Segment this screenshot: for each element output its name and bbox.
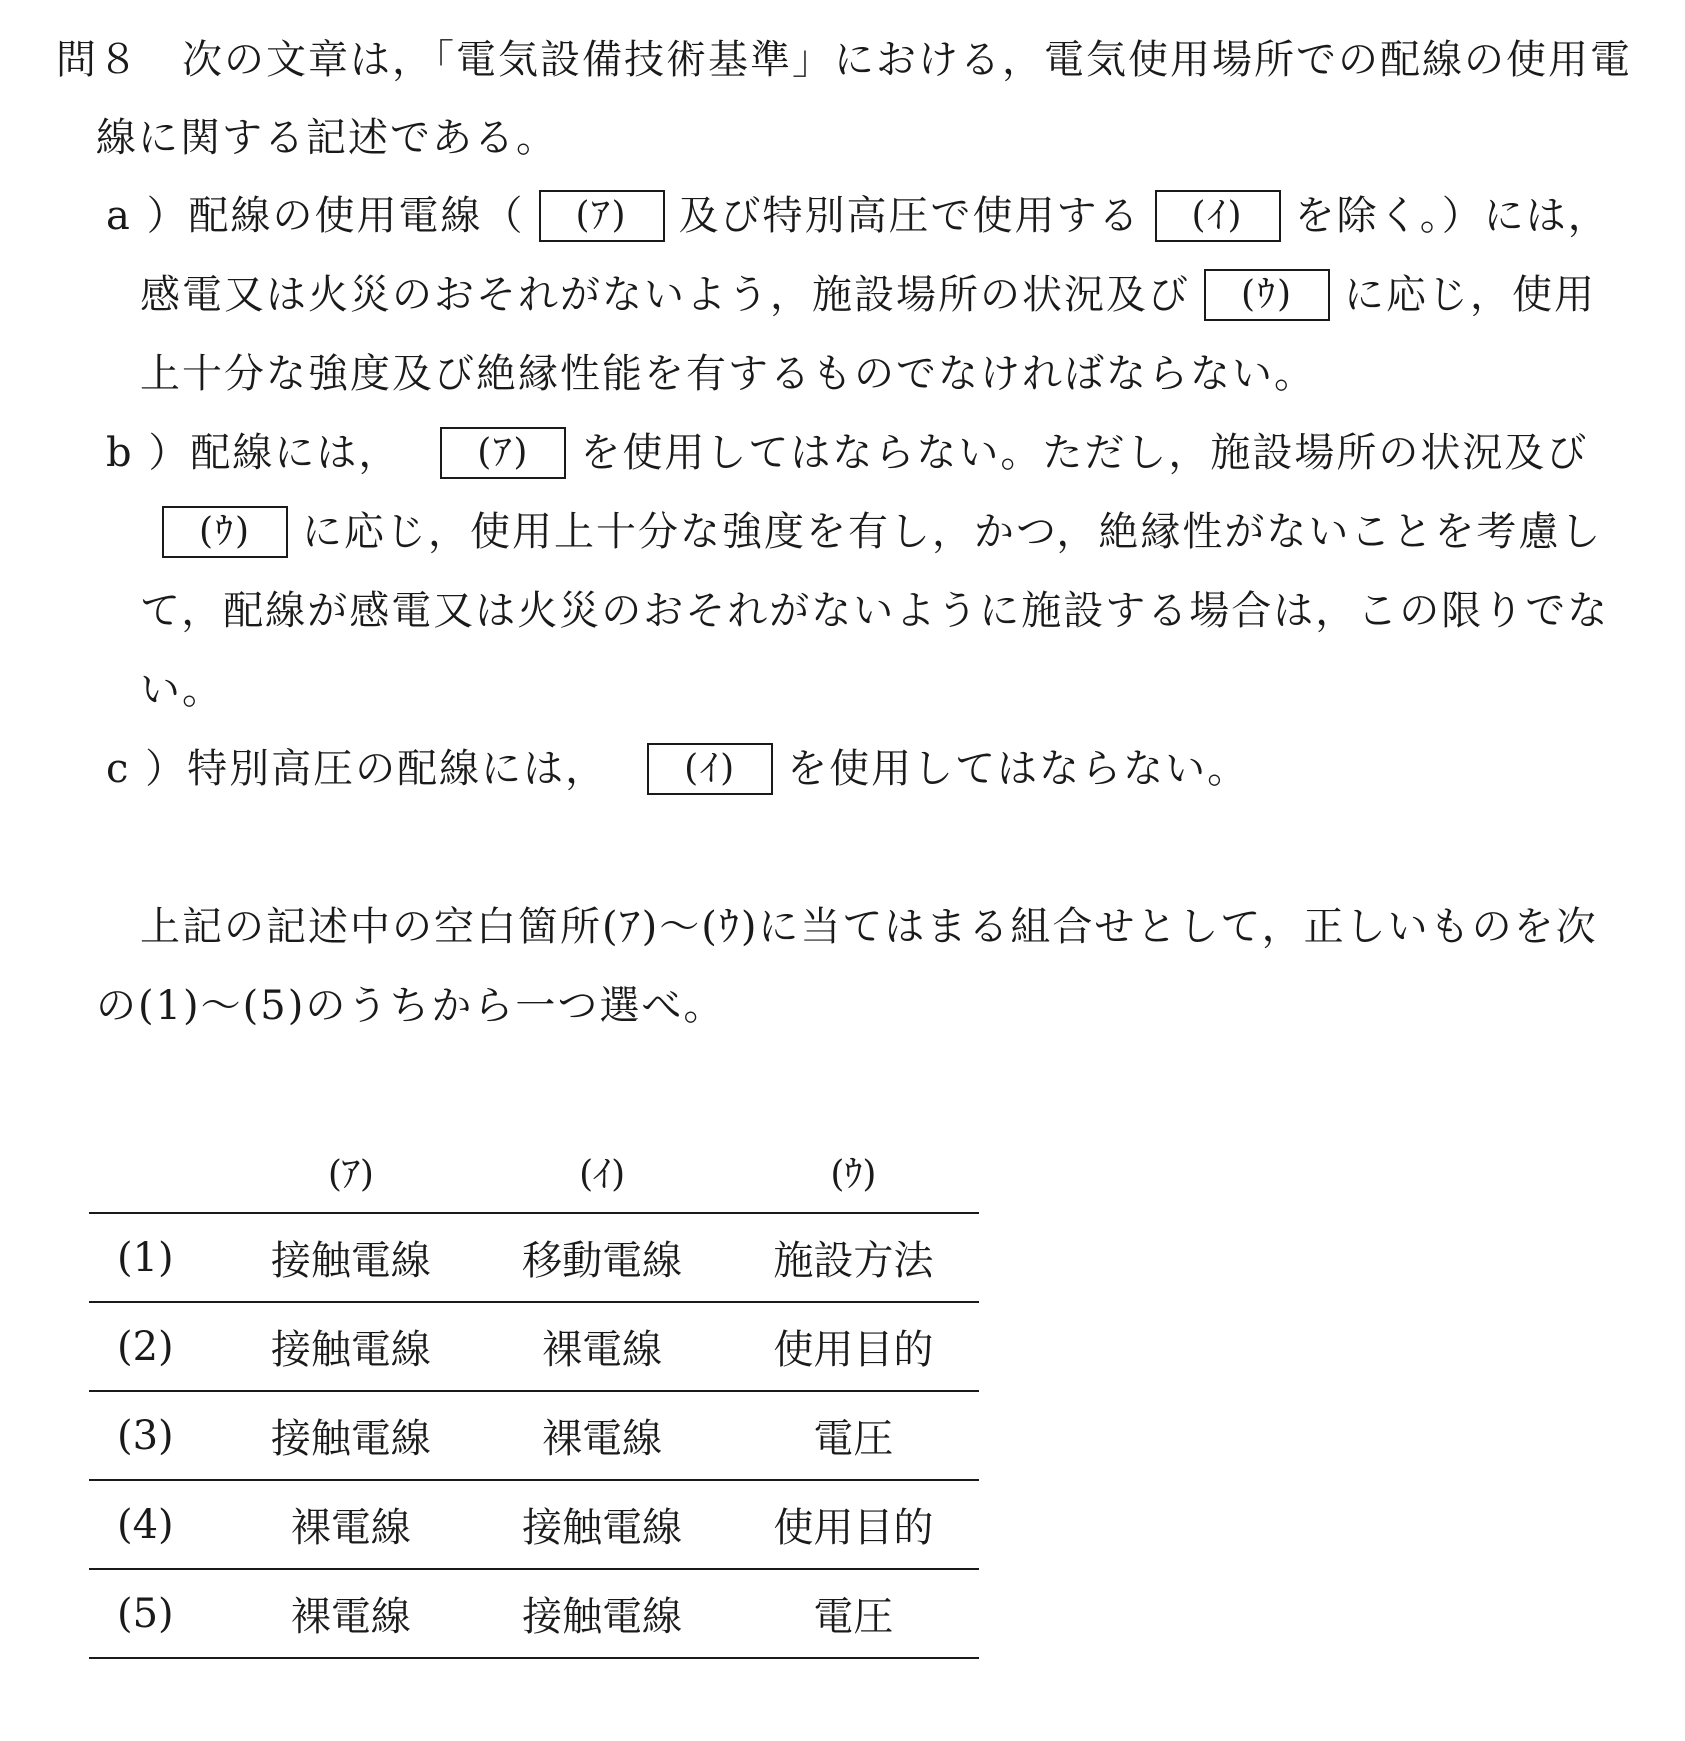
item-a-text: を除く。）には， <box>1294 193 1610 239</box>
table-header-a: (ｱ) <box>225 1130 476 1213</box>
option-number: (5) <box>89 1569 225 1658</box>
option-number: (4) <box>89 1480 225 1569</box>
option-cell-a: 接触電線 <box>225 1302 476 1391</box>
item-a-text: 上十分な強度及び絶縁性能を有するものでなければならない。 <box>140 351 1316 397</box>
blank-a: (ｱ) <box>539 190 665 242</box>
option-number: (1) <box>89 1213 225 1302</box>
item-b-text: b ）配線には， <box>106 430 401 476</box>
option-cell-a: 裸電線 <box>225 1569 476 1658</box>
option-number: (3) <box>89 1391 225 1480</box>
item-a-line1 <box>106 186 1610 246</box>
item-c-line1 <box>106 739 1249 799</box>
instruction-line1 <box>140 897 1598 957</box>
item-a-line2 <box>140 265 1596 325</box>
item-b-text: い。 <box>140 667 224 713</box>
item-a-text: 感電又は火災のおそれがないよう，施設場所の状況及び <box>140 272 1190 318</box>
item-a-text: に応じ，使用 <box>1344 272 1596 318</box>
table-header-i: (ｲ) <box>477 1130 728 1213</box>
instruction-text: 上記の記述中の空白箇所(ｱ)～(ｳ)に当てはまる組合せとして，正しいものを次 <box>140 904 1598 950</box>
question-text: 問８ 次の文章は，「電気設備技術基準」における，電気使用場所での配線の使用電 <box>56 37 1632 83</box>
item-b-text: て，配線が感電又は火災のおそれがないように施設する場合は，この限りでな <box>140 588 1610 634</box>
table-row[interactable] <box>89 1569 979 1658</box>
item-b-line1 <box>106 423 1588 483</box>
instruction-text: の(1)～(5)のうちから一つ選べ。 <box>96 983 726 1029</box>
item-b-text: を使用してはならない。ただし，施設場所の状況及び <box>580 430 1589 476</box>
option-cell-a: 接触電線 <box>225 1391 476 1480</box>
instruction-line2 <box>96 976 725 1036</box>
option-cell-u: 使用目的 <box>728 1302 979 1391</box>
table-row[interactable] <box>89 1480 979 1569</box>
option-cell-i: 移動電線 <box>477 1213 728 1302</box>
option-cell-i: 接触電線 <box>477 1480 728 1569</box>
blank-i: (ｲ) <box>647 743 773 795</box>
blank-a: (ｱ) <box>440 427 566 479</box>
blank-u: (ｳ) <box>1204 269 1330 321</box>
table-row[interactable] <box>89 1391 979 1480</box>
item-b-line4 <box>140 660 224 720</box>
option-cell-i: 裸電線 <box>477 1302 728 1391</box>
option-cell-u: 電圧 <box>728 1569 979 1658</box>
item-c-text: c ）特別高圧の配線には， <box>106 746 608 792</box>
item-c-text: を使用してはならない。 <box>787 746 1250 792</box>
option-cell-i: 裸電線 <box>477 1391 728 1480</box>
question-header-line1 <box>56 30 1632 90</box>
blank-i: (ｲ) <box>1155 190 1281 242</box>
item-a-line3 <box>140 344 1316 404</box>
answer-table <box>89 1130 979 1659</box>
option-number: (2) <box>89 1302 225 1391</box>
option-cell-i: 接触電線 <box>477 1569 728 1658</box>
table-row[interactable] <box>89 1213 979 1302</box>
table-header-u: (ｳ) <box>728 1130 979 1213</box>
option-cell-a: 裸電線 <box>225 1480 476 1569</box>
question-header-line2 <box>96 108 558 168</box>
item-a-text: a ）配線の使用電線（ <box>106 193 525 239</box>
table-header-row <box>89 1130 979 1213</box>
option-cell-u: 電圧 <box>728 1391 979 1480</box>
option-cell-u: 施設方法 <box>728 1213 979 1302</box>
table-header-num <box>89 1130 225 1213</box>
item-b-line2 <box>140 502 1602 562</box>
blank-u: (ｳ) <box>162 506 288 558</box>
option-cell-a: 接触電線 <box>225 1213 476 1302</box>
table-row[interactable] <box>89 1302 979 1391</box>
question-text: 線に関する記述である。 <box>96 115 558 161</box>
item-b-text: に応じ，使用上十分な強度を有し，かつ，絶縁性がないことを考慮し <box>302 509 1603 555</box>
option-cell-u: 使用目的 <box>728 1480 979 1569</box>
item-a-text: 及び特別高圧で使用する <box>678 193 1141 239</box>
item-b-line3 <box>140 581 1609 641</box>
